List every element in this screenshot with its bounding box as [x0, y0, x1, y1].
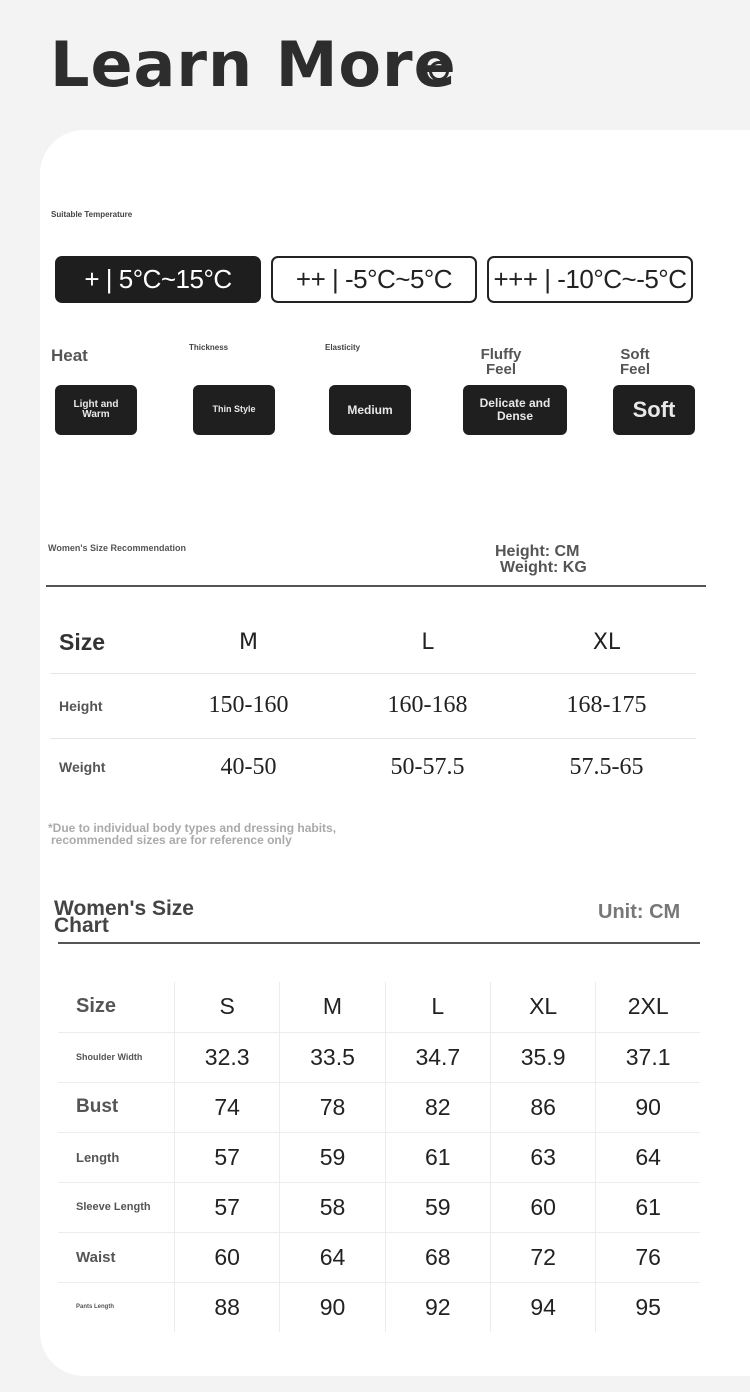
row-label: Height: [59, 697, 103, 714]
recommendation-note: [48, 822, 336, 846]
table-cell: 160-168: [387, 692, 468, 718]
row-label: Shoulder Width: [76, 1051, 143, 1062]
table-cell: 34.7: [385, 1032, 490, 1082]
table-cell: 60: [490, 1182, 595, 1232]
table-cell: 32.3: [175, 1032, 280, 1082]
table-row: [58, 1182, 700, 1232]
feature-heading-thickness: Thickness: [189, 343, 229, 352]
table-row: [58, 1282, 700, 1332]
recommendation-note-line: *Due to individual body types and dressing habits,: [48, 821, 337, 835]
table-cell: 74: [175, 1082, 280, 1132]
row-label: Sleeve Length: [76, 1200, 151, 1213]
row-label: Waist: [76, 1248, 116, 1266]
page-title: Learn More: [50, 28, 457, 101]
table-cell: 61: [385, 1132, 490, 1182]
table-header-cell: XL: [592, 630, 621, 656]
table-cell: 60: [175, 1232, 280, 1282]
size-chart-title: Women's Size Chart: [54, 897, 194, 938]
row-label: Pants Length: [76, 1304, 115, 1311]
table-cell: 86: [490, 1082, 595, 1132]
table-cell: 90: [596, 1082, 700, 1132]
table-cell: 88: [175, 1282, 280, 1332]
table-cell: 95: [596, 1282, 700, 1332]
table-cell: 50-57.5: [390, 753, 465, 780]
table-cell: 68: [385, 1232, 490, 1282]
table-cell: 37.1: [596, 1032, 700, 1082]
table-cell: 57: [175, 1182, 280, 1232]
title-circle-ornament: [429, 61, 449, 81]
table-cell: 78: [280, 1082, 385, 1132]
feature-value-elasticity: Medium: [329, 385, 411, 435]
temp-option-mild[interactable]: + | 5°C~15°C: [55, 256, 261, 303]
feature-value-soft: Soft: [613, 385, 695, 435]
table-header-row: [50, 613, 696, 673]
size-recommendation-table: [50, 613, 696, 796]
temperature-label: Suitable Temperature: [51, 210, 133, 219]
row-label: Bust: [76, 1096, 119, 1117]
recommendation-height-unit: Height: CM: [495, 543, 580, 560]
table-row: [58, 1232, 700, 1282]
table-cell: 57.5-65: [569, 753, 644, 780]
table-cell: 72: [490, 1232, 595, 1282]
table-cell: 40-50: [220, 753, 277, 780]
feature-heading-heat: Heat: [51, 346, 88, 365]
table-row: [58, 1082, 700, 1132]
table-header-cell: S: [175, 982, 280, 1032]
table-cell: 33.5: [280, 1032, 385, 1082]
table-row: [58, 1032, 700, 1082]
recommendation-divider: [46, 585, 706, 587]
table-cell: 94: [490, 1282, 595, 1332]
table-cell: 90: [280, 1282, 385, 1332]
table-cell: 35.9: [490, 1032, 595, 1082]
temp-option-very-cold[interactable]: +++ | -10°C~-5°C: [487, 256, 693, 303]
table-header-cell: 2XL: [596, 982, 700, 1032]
temp-option-cold[interactable]: ++ | -5°C~5°C: [271, 256, 477, 303]
table-header-cell: M: [239, 630, 258, 656]
table-cell: 59: [280, 1132, 385, 1182]
table-cell: 168-175: [566, 692, 647, 718]
table-cell: 63: [490, 1132, 595, 1182]
table-cell: 150-160: [208, 692, 289, 718]
recommendation-note-line: recommended sizes are for reference only: [51, 833, 292, 847]
table-header-row: [58, 982, 700, 1032]
feature-heading-soft: Soft Feel: [619, 346, 650, 378]
table-header-cell: L: [421, 630, 434, 656]
table-cell: 61: [596, 1182, 700, 1232]
table-cell: 92: [385, 1282, 490, 1332]
recommendation-title: Women's Size Recommendation: [48, 543, 187, 553]
size-chart-unit: Unit: CM: [598, 901, 681, 923]
table-cell: 59: [385, 1182, 490, 1232]
feature-heading-elasticity: Elasticity: [325, 343, 361, 352]
table-row: [50, 673, 696, 738]
size-chart-table: [58, 982, 700, 1332]
table-cell: 76: [596, 1232, 700, 1282]
table-row: [58, 1132, 700, 1182]
recommendation-weight-unit: Weight: KG: [500, 559, 587, 576]
feature-value-heat: Light and Warm: [55, 385, 137, 435]
table-header-cell: Size: [59, 629, 106, 656]
table-header-cell: Size: [76, 995, 117, 1018]
table-row: [50, 738, 696, 796]
table-header-cell: L: [385, 982, 490, 1032]
table-cell: 64: [596, 1132, 700, 1182]
table-cell: 58: [280, 1182, 385, 1232]
feature-value-thickness: Thin Style: [193, 385, 275, 435]
feature-value-fluffy: Delicate and Dense: [463, 385, 567, 435]
table-header-cell: XL: [490, 982, 595, 1032]
table-cell: 82: [385, 1082, 490, 1132]
size-chart-divider: [58, 942, 700, 944]
feature-heading-fluffy: Fluffy Feel: [480, 346, 522, 378]
row-label: Length: [76, 1149, 120, 1165]
table-cell: 64: [280, 1232, 385, 1282]
table-header-cell: M: [280, 982, 385, 1032]
table-cell: 57: [175, 1132, 280, 1182]
row-label: Weight: [59, 759, 106, 776]
